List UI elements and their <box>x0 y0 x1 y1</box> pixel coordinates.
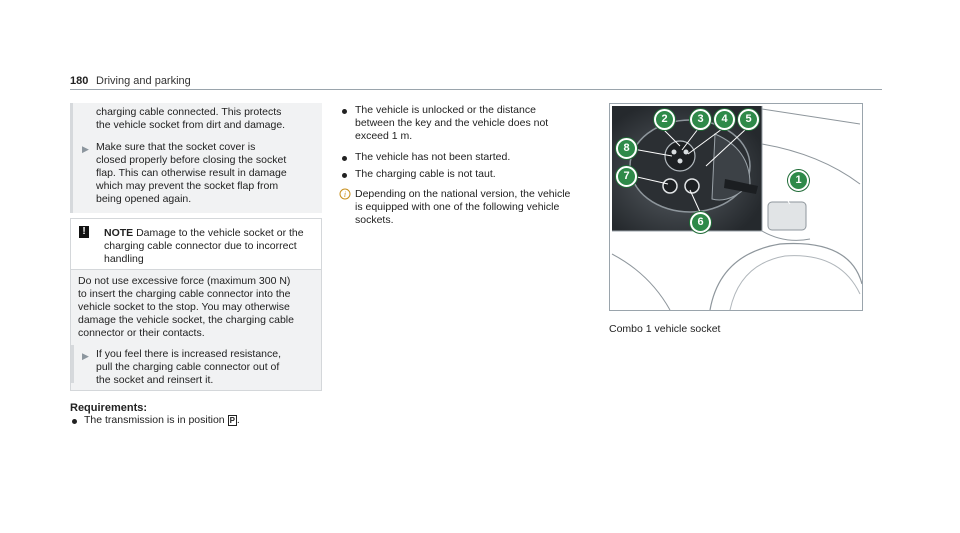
note-body-line: Do not use excessive force (maximum 300 N) <box>78 275 291 287</box>
step-line: closed properly before closing the socket <box>96 154 287 166</box>
bullet-icon <box>342 156 347 161</box>
intro-line: the vehicle socket from dirt and damage. <box>96 119 286 131</box>
step-line: Make sure that the socket cover is <box>96 141 256 153</box>
note-body-line: damage the vehicle socket, the charging cable <box>78 314 294 326</box>
callout-4: 4 <box>714 109 735 130</box>
header-rule <box>70 89 882 90</box>
note-step-line: pull the charging cable connector out of <box>96 361 280 373</box>
condition-line: The vehicle has not been started. <box>355 151 511 163</box>
note-label: NOTE <box>104 227 134 239</box>
page-number: 180 <box>70 75 89 87</box>
requirements-title: Requirements: <box>70 402 148 414</box>
gear-position-p: P <box>229 416 235 425</box>
note-step-text <box>96 348 281 387</box>
condition-item <box>355 168 496 181</box>
condition-line: exceed 1 m. <box>355 130 413 142</box>
callout-6: 6 <box>690 212 711 233</box>
callout-3: 3 <box>690 109 711 130</box>
bullet-icon <box>342 109 347 114</box>
section-title: Driving and parking <box>96 75 191 87</box>
note-body-line: to insert the charging cable connector into the <box>78 288 291 300</box>
callout-2: 2 <box>654 109 675 130</box>
condition-line: between the key and the vehicle does not <box>355 117 549 129</box>
warning-icon: ! <box>79 226 89 238</box>
note-step-line: the socket and reinsert it. <box>96 374 214 386</box>
note-heading-line: handling <box>104 253 144 265</box>
svg-text:i: i <box>343 190 347 199</box>
callout-leaders <box>610 104 863 311</box>
step-arrow-icon: ▶ <box>82 144 89 154</box>
info-line: is equipped with one of the following vehicle <box>355 201 560 213</box>
condition-line: The charging cable is not taut. <box>355 168 496 180</box>
step-line: flap. This can otherwise result in damage <box>96 167 287 179</box>
condition-item <box>355 151 510 164</box>
requirement-end: . <box>236 414 240 426</box>
note-step-bar <box>71 345 74 383</box>
info-line: sockets. <box>355 214 394 226</box>
callout-7: 7 <box>616 166 637 187</box>
figure-caption: Combo 1 vehicle socket <box>609 323 721 335</box>
intro-line: charging cable connected. This protects <box>96 106 282 118</box>
bullet-icon <box>342 173 347 178</box>
note-heading <box>104 227 304 266</box>
step-text <box>96 141 287 206</box>
note-step-line: If you feel there is increased resistance, <box>96 348 282 360</box>
step-line: which may prevent the socket flap from <box>96 180 279 192</box>
info-line: Depending on the national version, the vehicle <box>355 188 571 200</box>
note-body-line: connector or their contacts. <box>78 327 205 339</box>
bullet-icon <box>72 419 77 424</box>
condition-item <box>355 104 548 143</box>
requirement-item <box>84 414 240 427</box>
callout-8: 8 <box>616 138 637 159</box>
note-body-line: vehicle socket to the stop. You may otherwise <box>78 301 290 313</box>
page-header <box>70 74 882 90</box>
callout-1: 1 <box>788 170 809 191</box>
note-heading-line: Damage to the vehicle socket or the <box>136 227 304 239</box>
requirement-text: The transmission is in position <box>84 414 225 426</box>
note-divider <box>71 269 321 270</box>
note-heading-line: charging cable connector due to incorrect <box>104 240 297 252</box>
callout-5: 5 <box>738 109 759 130</box>
step-arrow-icon: ▶ <box>82 351 89 361</box>
note-body <box>78 275 294 340</box>
socket-illustration <box>609 103 863 311</box>
step-line: being opened again. <box>96 193 192 205</box>
info-icon <box>339 188 351 200</box>
intro-text <box>96 106 285 132</box>
info-text <box>355 188 570 227</box>
condition-line: The vehicle is unlocked or the distance <box>355 104 536 116</box>
